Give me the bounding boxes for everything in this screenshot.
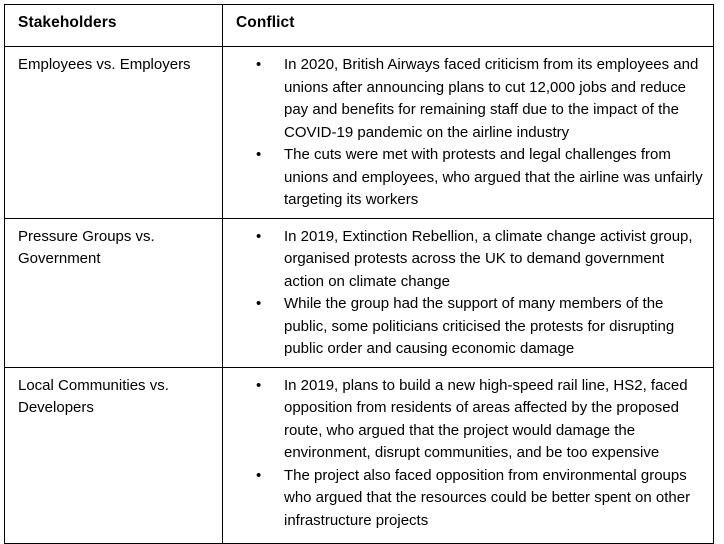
stakeholders-cell: [5, 218, 223, 367]
conflict-bullet-item: • The project also faced opposition from environmental groups who argued that the resources could be better spent on other infrastructure projects: [223, 465, 705, 533]
stakeholders-label: Local Communities vs. Developers: [18, 376, 169, 416]
table-row: [5, 47, 714, 219]
conflict-cell: [223, 47, 714, 219]
stakeholders-label: Pressure Groups vs. Government: [18, 227, 155, 267]
stakeholders-cell: [5, 367, 223, 543]
conflict-bullet-item: • In 2019, plans to build a new high-speed rail line, HS2, faced opposition from residents of areas affected by the proposed route, who argued that the project would damage the environment, disrupt communities, and be too expensive: [223, 375, 705, 465]
conflict-bullet-list: [223, 219, 713, 367]
column-header-conflict: [223, 5, 714, 47]
conflict-bullet-list: [223, 47, 713, 218]
conflict-bullet-list: [223, 368, 713, 539]
table-row: [5, 367, 714, 543]
column-header-conflict-label: Conflict: [236, 14, 295, 31]
stakeholders-cell: [5, 47, 223, 219]
conflict-bullet-item: • In 2020, British Airways faced criticism from its employees and unions after announcing plans to cut 12,000 jobs and reduce pay and benefits for remaining staff due to the impact of the COVID-19 pandemic on the airline industry: [223, 54, 705, 144]
column-header-stakeholders-label: Stakeholders: [18, 14, 117, 31]
stakeholders-label: Employees vs. Employers: [18, 56, 191, 73]
table-header-row: [5, 5, 714, 47]
conflict-bullet-item: • While the group had the support of many members of the public, some politicians criticised the protests for disrupting public order and causing economic damage: [223, 293, 705, 361]
conflict-bullet-item: • In 2019, Extinction Rebellion, a climate change activist group, organised protests across the UK to demand government action on climate change: [223, 226, 705, 294]
conflict-cell: [223, 218, 714, 367]
conflict-bullet-item: • The cuts were met with protests and legal challenges from unions and employees, who argued that the airline was unfairly targeting its workers: [223, 144, 705, 212]
stakeholders-conflict-table: [4, 4, 714, 544]
column-header-stakeholders: [5, 5, 223, 47]
conflict-cell: [223, 367, 714, 543]
table-row: [5, 218, 714, 367]
